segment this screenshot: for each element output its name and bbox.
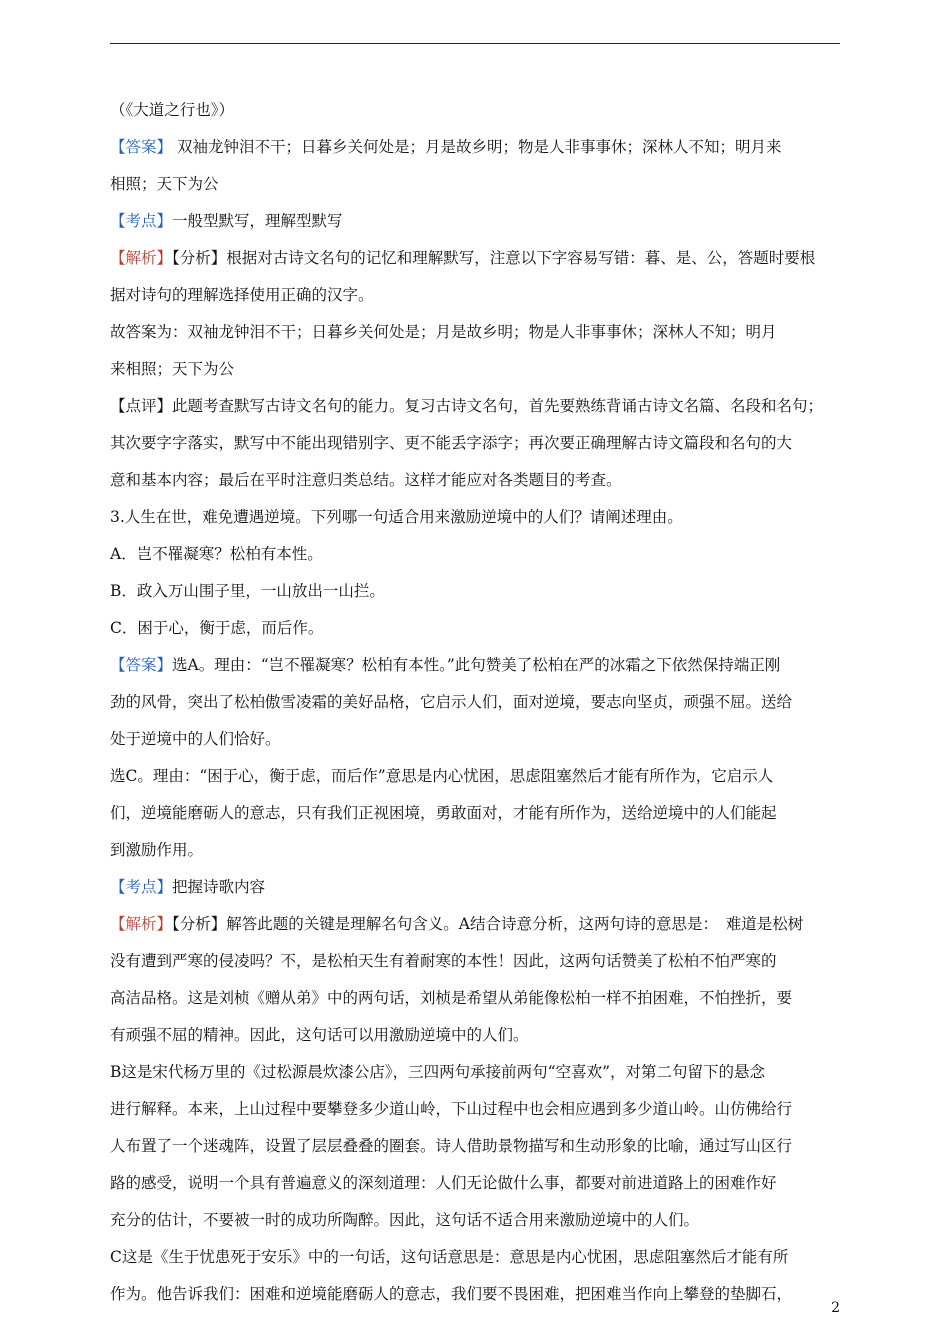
text-line: 进行解释。本来，上山过程中要攀登多少道山岭，下山过程中也会相应遇到多少道山岭。山仿佛给行 [110,1100,793,1118]
text-line: 选C。理由：“困于心，衡于虑，而后作”意思是内心忧困，思虑阻塞然后才能有所作为，它启示人 [110,767,774,785]
text-line: 处于逆境中的人们恰好。 [110,730,281,748]
text-line: B这是宋代杨万里的《过松源晨炊漆公店》，三四两句承接前两句“空喜欢”，对第二句留下的悬念 [110,1063,765,1081]
kaodian-tag: 【考点】 [110,878,173,896]
text-line: 路的感受，说明一个具有普遍意义的深刻道理：人们无论做什么事，都要对前进道路上的困难作好 [110,1174,777,1192]
jiexi-tag: 【解析】 [110,915,173,933]
text-line: 意和基本内容；最后在平时注意归类总结。这样才能应对各类题目的考查。 [110,471,622,489]
text-line: （《大道之行也》） [110,101,235,119]
option-c: C．困于心，衡于虑，而后作。 [110,619,324,637]
text-line: 有顽强不屈的精神。因此，这句话可以用激励逆境中的人们。 [110,1026,529,1044]
text-line: 到激励作用。 [110,841,204,859]
text-line: C这是《生于忧患死于安乐》中的一句话，这句话意思是：意思是内心忧困，思虑阻塞然后才能有所 [110,1248,789,1266]
text-line: 人布置了一个迷魂阵，设置了层层叠叠的圈套。诗人借助景物描写和生动形象的比喻，通过写山区行 [110,1137,793,1155]
text-line: 来相照；天下为公 [110,360,235,378]
header-rule [110,43,840,44]
answer-tag: 【答案】 [110,656,173,674]
text-line: 作为。他告诉我们：困难和逆境能磨砺人的意志，我们要不畏困难，把困难当作向上攀登的垫脚石， [110,1285,793,1303]
text-line: 劲的风骨，突出了松柏傲雪凌霜的美好品格，它启示人们，面对逆境，要志向坚贞，顽强不屈。送给 [110,693,793,711]
answer-line: 【答案】 双袖龙钟泪不干；日暮乡关何处是；月是故乡明；物是人非事事休；深林人不知；明月来 [110,138,782,156]
answer-tag: 【答案】 [110,138,173,156]
kaodian-line: 【考点】把握诗歌内容 [110,878,266,896]
text-line: 故答案为：双袖龙钟泪不干；日暮乡关何处是；月是故乡明；物是人非事事休；深林人不知；明月 [110,323,777,341]
jiexi-line: 【解析】【分析】根据对古诗文名句的记忆和理解默写，注意以下字容易写错：暮、是、公，答题时要根 [110,249,816,267]
jiexi-tag: 【解析】 [110,249,173,267]
text-line: 高洁品格。这是刘桢《赠从弟》中的两句话，刘桢是希望从弟能像松柏一样不拍困难，不怕挫折，要 [110,989,793,1007]
text-line: 没有遭到严寒的侵凌吗？不，是松柏天生有着耐寒的本性！因此，这两句话赞美了松柏不怕严寒的 [110,952,777,970]
kaodian-line: 【考点】一般型默写，理解型默写 [110,212,343,230]
answer-line: 【答案】选A。理由：“岂不罹凝寒？松柏有本性。”此句赞美了松柏在严的冰霜之下依然保持端正刚 [110,656,781,674]
jiexi-line: 【解析】【分析】解答此题的关键是理解名句含义。A结合诗意分析，这两句诗的意思是： 难道是松树 [110,915,804,933]
document-body [110,92,845,1313]
text-line: 充分的估计，不要被一时的成功所陶醉。因此，这句话不适合用来激励逆境中的人们。 [110,1211,700,1229]
question-line: 3.人生在世，难免遭遇逆境。下列哪一句适合用来激励逆境中的人们？请阐述理由。 [110,508,683,526]
text-line: 据对诗句的理解选择使用正确的汉字。 [110,286,374,304]
dianping-line: 【点评】此题考查默写古诗文名句的能力。复习古诗文名句，首先要熟练背诵古诗文名篇、名段和名句； [110,397,824,415]
text-line: 其次要字字落实，默写中不能出现错别字、更不能丢字添字；再次要正确理解古诗文篇段和名句的大 [110,434,793,452]
kaodian-tag: 【考点】 [110,212,173,230]
option-b: B．政入万山围子里，一山放出一山拦。 [110,582,385,600]
page-number: 2 [831,1300,840,1316]
text-line: 们，逆境能磨砺人的意志，只有我们正视困境，勇敢面对，才能有所作为，送给逆境中的人们能起 [110,804,777,822]
text-line: 相照；天下为公 [110,175,219,193]
option-a: A．岂不罹凝寒？松柏有本性。 [110,545,323,563]
